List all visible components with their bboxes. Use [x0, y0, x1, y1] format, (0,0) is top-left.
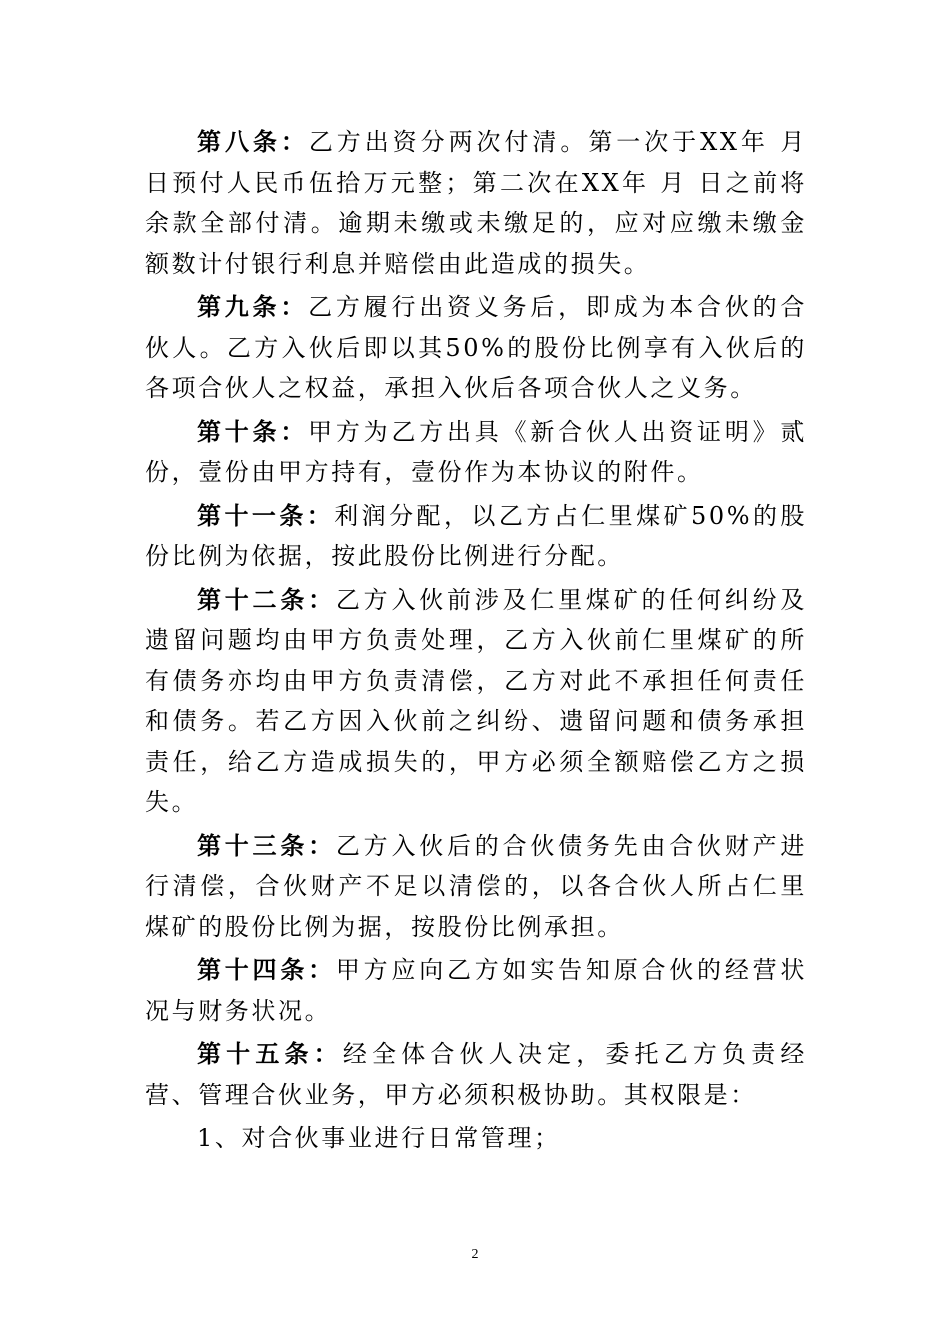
article-text: 乙方履行出资义务后，即成为本合伙的合伙人。乙方入伙后即以其50%的股份比例享有入伙后的各项合伙人之权益，承担入伙后各项合伙人之义务。	[145, 293, 807, 402]
article-number: 第十一条：	[197, 501, 335, 530]
article-text: 甲方为乙方出具《新合伙人出资证明》贰份，壹份由甲方持有，壹份作为本协议的附件。	[145, 417, 807, 486]
article-14	[145, 950, 807, 1031]
document-body	[145, 122, 807, 1159]
article-8	[145, 122, 807, 284]
article-text: 乙方入伙前涉及仁里煤矿的任何纠纷及遗留问题均由甲方负责处理，乙方入伙前仁里煤矿的所有债务亦均由甲方负责清偿，乙方对此不承担任何责任和债务。若乙方因入伙前之纠纷、遗留问题和债务承担责任，给乙方造成损失的，甲方必须全额赔偿乙方之损失。	[145, 585, 807, 816]
article-number: 第十五条：	[197, 1040, 343, 1068]
article-text: 乙方入伙后的合伙债务先由合伙财产进行清偿，合伙财产不足以清偿的，以各合伙人所占仁里煤矿的股份比例为据，按股份比例承担。	[145, 831, 807, 941]
article-text: 乙方出资分两次付清。第一次于XX年 月 日预付人民币伍拾万元整；第二次在XX年 月 日之前将余款全部付清。逾期未缴或未缴足的，应对应缴未缴金额数计付银行利息并赔偿由此造成的损失。	[145, 128, 807, 278]
article-11	[145, 496, 807, 577]
article-12	[145, 580, 807, 823]
article-text: 甲方应向乙方如实告知原合伙的经营状况与财务状况。	[145, 956, 807, 1025]
article-text: 利润分配，以乙方占仁里煤矿50%的股份比例为依据，按此股份比例进行分配。	[145, 501, 807, 570]
article-number: 第十三条：	[197, 831, 336, 860]
page-number: 2	[471, 1247, 479, 1262]
article-number: 第十二条：	[197, 585, 336, 614]
article-10	[145, 412, 807, 493]
article-text: 经全体合伙人决定，委托乙方负责经营、管理合伙业务，甲方必须积极协助。其权限是：	[145, 1040, 808, 1109]
article-15	[145, 1034, 807, 1115]
article-number: 第八条：	[197, 128, 309, 156]
article-9	[145, 287, 807, 409]
list-item: 1、对合伙事业进行日常管理；	[197, 1124, 561, 1152]
article-number: 第九条：	[197, 293, 309, 321]
article-13	[145, 826, 807, 948]
article-number: 第十条：	[197, 417, 309, 446]
article-number: 第十四条：	[197, 956, 336, 984]
